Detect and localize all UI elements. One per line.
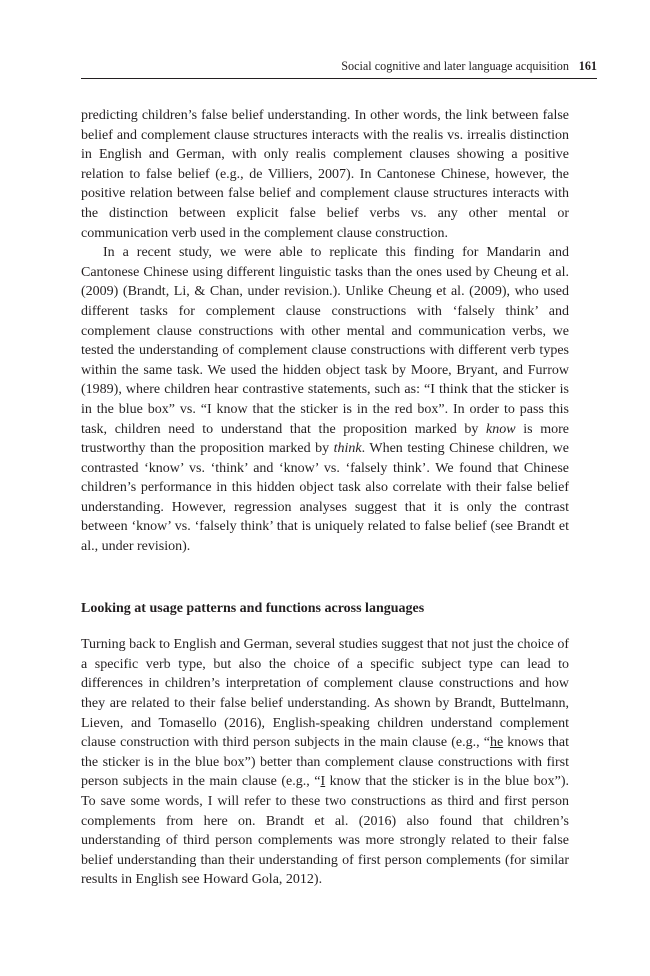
page-number: 161 (578, 59, 597, 73)
paragraph-2-part-a: In a recent study, we were able to replicate this finding for Mandarin and Cantonese Chinese using different linguistic tasks than the ones used by Cheung et al. (2009) (Brandt, Li, & Chan, under revision.). Unlike Cheung et al. (2009), who used different tasks for complement clause constructions with ‘falsely think’ and complement clause constructions with other mental and communication verbs, we tested the understanding of complement clause constructions with different verb types within the same task. We used the hidden object task by Moore, Bryant, and Furrow (1989), where children hear contrastive statements, such as: “I think that the sticker is in the blue box” vs. “I know that the sticker is in the red box”. In order to pass this task, children need to understand that the proposition marked by (81, 245, 569, 437)
paragraph-3-part-b: knows that the sticker is in the blue box”) better than complement clause constructions with first person subjects in the main clause (e.g., “ (81, 735, 569, 790)
paragraph-3-part-c: know that the sticker is in the blue box”). To save some words, I will refer to these two constructions as third and first person complements from here on. Brandt et al. (2016) also found that children’s understanding of third person complements was more strongly related to their false belief understanding than their understanding of first person complements (for similar results in English see Howard Gola, 2012). (81, 774, 569, 888)
underlined-he: he (489, 735, 504, 751)
running-title: Social cognitive and later language acquisition (341, 59, 569, 73)
paragraph-2-part-c: . When testing Chinese children, we contrasted ‘know’ vs. ‘think’ and ‘know’ vs. ‘falsely think’. We found that Chinese children’s performance in this hidden object task also correlate with their false belief understanding. However, regression analyses suggest that it is only the contrast between ‘know’ vs. ‘falsely think’ that is uniquely related to false belief (see Brandt et al., under revision). (81, 441, 569, 555)
paragraph-2-part-b: is more trustworthy than the proposition marked by (81, 421, 569, 457)
section-heading: Looking at usage patterns and functions across languages (81, 600, 425, 616)
paragraph-1: predicting children’s false belief understanding. In other words, the link between false belief and complement clause structures interacts with the realis vs. irrealis distinction in English and German, with only realis complement clauses showing a positive relation to false belief (e.g., de Villiers, 2007). In Cantonese Chinese, however, the positive relation between false belief and complement clause structures interacts with the distinction between explicit false belief verbs vs. any other mental or communication verb used in the complement clause construction. (81, 108, 569, 241)
page-body (81, 106, 569, 890)
term-know: know (486, 421, 516, 437)
running-header (81, 56, 597, 79)
paragraph-3-part-a: Turning back to English and German, several studies suggest that not just the choice of a specific verb type, but also the choice of a specific subject type can lead to differences in children’s interpretation of complement clause constructions and how they are related to their false belief understanding. As shown by Brandt, Buttelmann, Lieven, and Tomasello (2016), English-speaking children understand complement clause construction with third person subjects in the main clause (e.g., “ (81, 637, 569, 751)
paragraph-3 (81, 635, 569, 890)
paragraph-2 (81, 243, 569, 557)
term-think: think (333, 441, 362, 457)
underlined-i: I (320, 774, 326, 790)
